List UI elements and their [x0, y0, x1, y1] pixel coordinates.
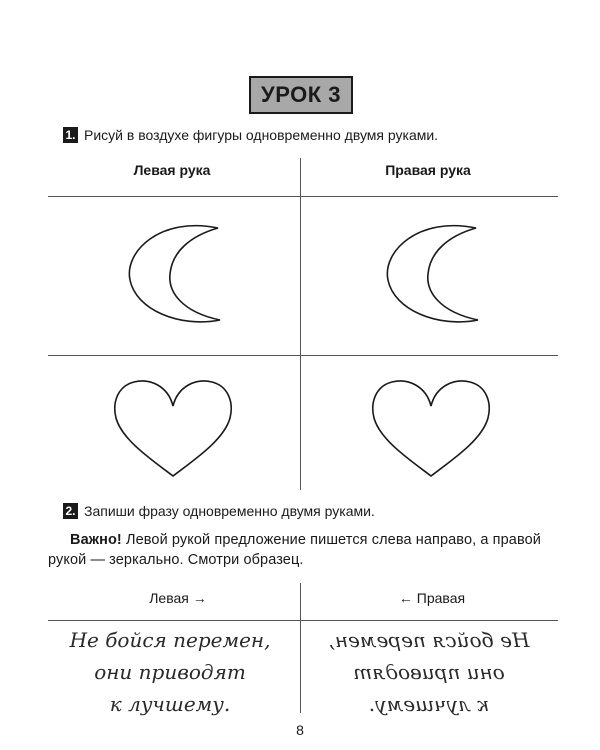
phrase-right-line-3: к лучшему.: [368, 692, 490, 716]
heart-icon: [373, 381, 489, 476]
phrase-left-line-3: к лучшему.: [109, 692, 231, 716]
right-hand-header: Правая рука: [385, 162, 471, 178]
phrase-right-line-1: Не бойся перемен,: [328, 628, 530, 652]
lesson-title: [249, 76, 353, 114]
task-2-header-rule: [48, 620, 558, 621]
heart-left: [112, 376, 234, 480]
task-1-row-divider: [48, 355, 558, 356]
heart-right: [370, 376, 492, 480]
task-2-number: 2.: [63, 503, 78, 519]
moon-right: [378, 222, 488, 330]
task-2-column-divider: [300, 583, 301, 713]
important-note: [48, 530, 560, 570]
phrase-right-line-2: они приводят: [353, 660, 505, 684]
task-2-text: Запиши фразу одновременно двумя руками.: [84, 503, 375, 519]
heart-icon: [115, 381, 231, 476]
task-1-instruction: [63, 127, 438, 143]
task-1-number: 1.: [63, 127, 78, 143]
phrase-left-sample: [45, 624, 295, 720]
phrase-right-mirrored-sample: [304, 624, 554, 720]
crescent-moon-icon: [129, 226, 220, 322]
right-direction-header: ← Правая: [398, 590, 466, 606]
task-2-instruction: [63, 503, 375, 519]
task-1-text: Рисуй в воздухе фигуры одновременно двумя руками.: [84, 127, 439, 143]
task-1-header-rule: [48, 196, 558, 197]
task-1-column-divider: [300, 158, 301, 490]
left-direction-header: Левая →: [149, 590, 207, 606]
page-number: 8: [296, 722, 304, 738]
crescent-moon-icon: [387, 226, 478, 322]
important-text: Левой рукой предложение пишется слева направо, а правой рукой — зеркально. Смотри образец.: [48, 532, 541, 568]
phrase-left-line-1: Не бойся перемен,: [69, 628, 271, 652]
phrase-left-line-2: они приводят: [94, 660, 246, 684]
important-label: Важно!: [70, 532, 122, 548]
left-hand-header: Левая рука: [133, 162, 211, 178]
lesson-title-text: УРОК 3: [261, 82, 341, 107]
moon-left: [120, 222, 230, 330]
